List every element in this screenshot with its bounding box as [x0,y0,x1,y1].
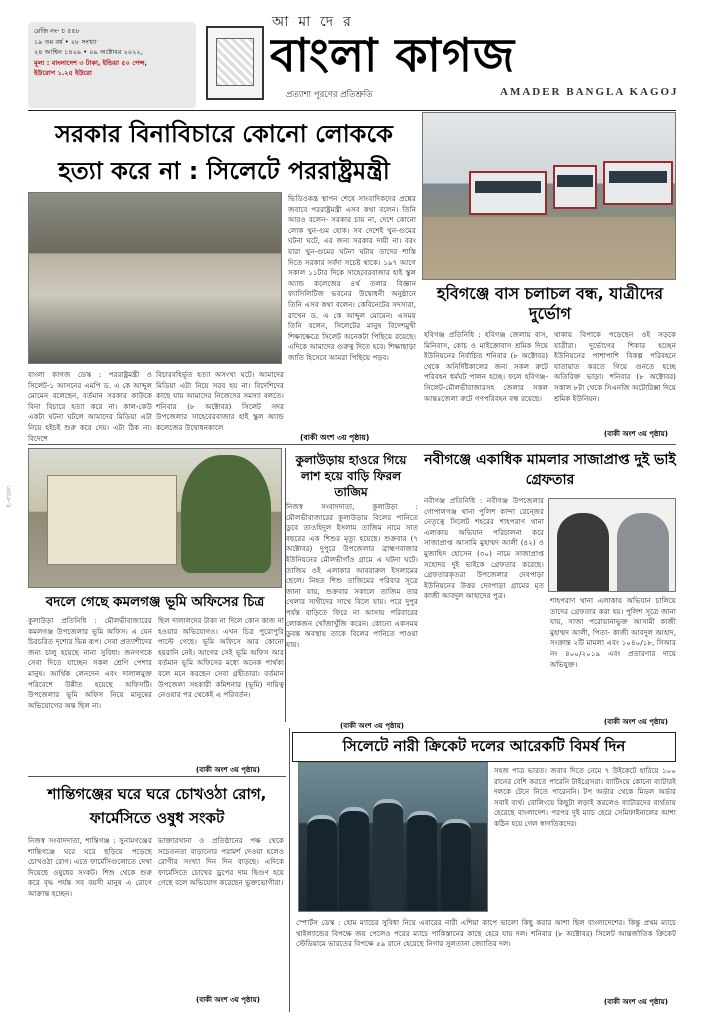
cricket-body-bottom [296,918,676,992]
office-body-right [158,616,284,762]
haor-body-text: নিজস্ব সংবাদদাতা, কুলাউড়া : মৌলভীবাজারের কুলাউড়ায় বিলের পানিতে ডুবে তাওহিদুল ইসলাম তাজিম নামে সাত বছরের এক শিশুর মৃত্যু হয়েছে। শুক্রবার (৭ অক্টোবর) দুপুরে উপজেলার ব্রাহ্মণবাজার ইউনিয়নের মৌলভীগাঁও গ্রামে এ ঘটনা ঘটে। তাজিম ওই এলাকার আবরারুল ইসলামের ছেলে। নিহত শিশু তাজিমের পরিবার সূত্রে জানা যায়, শুক্রবার সকালে তাজিম তার খেলার সাথীদের সাথে বিলে যায়। পরে দুপুর পর্যন্ত বাড়িতে ফিরে না আসায় পরিবারের লোকজন খোঁজাখুঁজি করেন। কোনো একসময় ডুবন্ত অবস্থায় তাকে বিলের পানিতে পাওয়া যায়। [286,502,418,649]
office-building [47,475,177,565]
issue-info-box [28,22,196,108]
brothers-continued: (বাকী অংশ ৩য় পৃষ্ঠায়) [604,718,668,726]
emblem-image [216,38,254,86]
lead-body-right [288,194,416,380]
player-shape [441,819,471,911]
lead-caption-text: বাংলা কাগজ ডেস্ক : পররাষ্ট্রমন্ত্রী ও সিলেট-১ আসনের এমপি ড. এ কে আব্দুল মোমেন বলেছেন, বর্তমান সরকার কাউকে বিনা বিচারে হত্যা করে না। কাল-কেউ একটা ঘটনা ঘটলে আমাদের মিডিয়া এটা নিয়ে হইচই শুরু করে দেয়। এটা ঠিক না। বিদেশে [28,370,152,443]
office-headline: বদলে গেছে কমলগঞ্জ ভূমি অফিসের চিত্র [45,594,265,610]
masthead-title: বাংলা কাগজ [270,28,516,82]
lead-continued: (বাকী অংশ ৩য় পৃষ্ঠায়) [300,433,370,442]
section-divider [28,444,676,445]
cricket-body-bottom-text: স্পোর্টস ডেস্ক : হোম ম্যাচের সুবিধা নিয়ে এবারের নারী এশিয়া কাপে ভালো কিছু করার আশা ছিল বাংলাদেশের। কিন্তু প্রথম ম্যাচে থাইল্যান্ডের বিপক্ষে জয় পেলেও পরের ম্যাচে পাকিস্তানের কাছে হেরে যায় দল। শনিবার (৮ অক্টোবর) সিলেট আন্তর্জাতিক ক্রিকেট স্টেডিয়ামে ভারতের বিপক্ষে ৫৯ রানে হেরেছে নিগার সুলতানা জ্যোতির দল। [296,918,676,949]
bus-shape [553,165,597,209]
press-conference-photo [28,192,282,364]
pharmacy-body-right [158,836,284,994]
bus-body-right [554,330,676,426]
land-office-photo [28,448,282,588]
pharmacy-headline: শান্তিগঞ্জের ঘরে ঘরে চোখওঠা রোগ, ফার্মেসিতে ওষুধ সংকট [47,785,267,827]
column-divider [289,728,290,1012]
bus-continued: (বাকী অংশ ৩য় পৃষ্ঠায়) [604,430,668,438]
column-divider [285,448,286,722]
player-shape [339,807,369,911]
brothers-body-right [550,596,676,714]
cricket-body-right-text: সহজ পাত্র ভারত। জবাব দিতে নেমে ৭ উইকেটে হারিয়ে ১০০ রানের বেশি করতে পারেনি টাইগ্রেসরা। ব্যাটিংয়ে কোনো ব্যাটারই দলকে টেনে নিতে পারেননি। টপ অর্ডার থেকে মিডল অর্ডার সবাই ব্যর্থ। বোলিংয়ে কিছুটা লড়াই করলেও ব্যাটারদের ব্যর্থতায় হেরেছে বাংলাদেশ। পরপর দুই ম্যাচ হেরে সেমিফাইনালের আশা কঠিন হয়ে গেল স্বাগতিকদের। [494,766,676,828]
player-shape [373,799,403,911]
arrested-brothers-photo [548,498,676,592]
lead-body-left2-text: বিচারবহির্ভূত হত্যা অসংখ্য ঘটে। আমাদের মিডিয়া এটা নিয়ে সরব হয় না। বিদেশিদের কাছে যায় আমাদের নিজেদের সমস্যা বলতে। শনিবার (৮ অক্টোবর) সিলেট সদর উপজেলার সাহেবেরবাজার হাই স্কুল অ্যান্ড কলেজের উদ্বোধনকালে [156,370,284,432]
office-body-left-text: কুলাউড়া প্রতিনিধি : মৌলভীবাজারের কমলগঞ্জ উপজেলার ভূমি অফিস। এ যেন চিরচরিত দৃশ্যের ভিন্ন রূপ। সেবা প্রত্যাশীদের জন্য চালু হয়েছে নানা সুবিধা। জনগণকে সেবা দিতে যাচ্ছেন সকল শ্রেণি পেশার মানুষ। আর্থিক লেনদেন এবং দালালমুক্ত পরিবেশে উন্নীত হয়েছে অফিসটি। উপজেলার ভূমি অফিস নিয়ে মানুষের অভিযোগের অন্ত ছিল না। [28,616,152,710]
brothers-headline: নবীগঞ্জে একাধিক মামলার সাজাপ্রাপ্ত দুই ভাই গ্রেফতার [424,452,676,488]
lead-body-left2 [156,370,284,434]
pharmacy-body-right-text: ভাক্তারখানা ও প্রতিষ্ঠানের পক্ষ থেকে সচেতনতা বাড়ানোর পরামর্শ দেওয়া হলেও রোগীর সংখ্যা দিন দিন বাড়ছে। এদিকে ফার্মেসিতে চোখের ড্রপের দাম দ্বিগুণ হয়ে গেছে বলে অভিযোগ করেছেন ভুক্তভোগীরা। [158,836,284,888]
haor-continued: (বাকী অংশ ৩য় পৃষ্ঠায়) [340,722,404,730]
brothers-body [424,496,544,724]
haor-headline: কুলাউড়ায় হাওরে গিয়ে লাশ হয়ে বাড়ি ফিরল তাজিম [295,453,407,499]
price-line: মূল্য : বাংলাদেশ ৩ টাকা, ইন্ডিয়া ৫০ পেন্স, [34,58,148,67]
cricket-body-right [494,766,676,914]
bus-shape [603,161,673,205]
player-shape [307,815,337,911]
pharmacy-body-left-text: নিজস্ব সংবাদদাতা, শান্তিগঞ্জ : সুনামগঞ্জের শান্তিগঞ্জে ঘরে ঘরে ছড়িয়ে পড়েছে চোখওঠা রোগ। এতে ফার্মেসিগুলোতে দেখা দিয়েছে ওষুধের সংকট। শিশু থেকে শুরু করে বৃদ্ধ পর্যন্ত সব বয়সী মানুষ এ রোগে আক্রান্ত হচ্ছেন। [28,836,152,898]
bus-body-left-text: হবিগঞ্জ প্রতিনিধি : হবিগঞ্জ জেলায় বাস, মিনিবাস, কোচ ও মাইক্রোবাস শ্রমিক দিয়ে ইউনিয়নের নির্বাচিত শনিবার (৮ অক্টোবর) থেকে অনির্দিষ্টকালের জন্য সকল রুটে পরিবহন ধর্মঘট পালন হচ্ছে। ফলে হবিগঞ্জ-সিলেট-মৌলভীবাজারসহ জেলার সকল আন্তঃজেলা রুটে গণপরিবহন বন্ধ রয়েছে। [424,330,548,403]
masthead-prefix: আমাদের [272,14,361,30]
masthead-rule [28,110,676,111]
masthead-slogan: প্রত্যাশা পূরণের প্রতিশ্রুতি [286,90,373,100]
person-shape [617,513,669,591]
brothers-body-right-text: শাহপরাণ থানা এলাকায় অভিযান চালিয়ে তাদের গ্রেফতার করা হয়। পুলিশ সূত্রে জানা যায়, সাজা পরোয়ানাভুক্ত আসামী কাজী মুহাম্মদ আলী, পিতা- কাজী আবদুল আহাদ, সংক্রান্ত ২টি মামলা এবং ১০৪০/১৮, সিআর নং ৪০০/২০১৯ এবং প্রতারণার দায়ে অভিযুক্ত। [550,596,676,669]
cricket-team-photo [298,762,488,912]
pharmacy-continued: (বাকী অংশ ৩য় পৃষ্ঠায়) [196,996,260,1004]
person-shape [557,513,609,591]
newspaper-emblem-icon [206,26,264,100]
lead-caption [28,370,152,444]
office-body-left [28,616,152,764]
bus-headline: হবিগঞ্জে বাস চলাচল বন্ধ, যাত্রীদের দুর্ভোগ [436,284,664,323]
masthead-english: AMADER BANGLA KAGOJ [500,86,679,98]
bus-shape [469,171,547,215]
lead-headline: সরকার বিনাবিচারে কোনো লোককে হত্যা করে না : সিলেটে পররাষ্ট্রমন্ত্রী [55,120,393,185]
brothers-body-text: নবীগঞ্জ প্রতিনিধি : নবীগঞ্জ উপজেলার গোপালগঞ্জ থানা পুলিশ কান্দা রেন্জের নেতৃত্বে সিলেট শহরের শাহপরাণ থানা এলাকায় অভিযান পরিচালনা করে সাজাপ্রাপ্ত আসামি মুহাম্মদ আলী (৪২) ও মুজাহিদ হোসেন (৩০) নামে সাজাপ্রাপ্ত সহোদর দুই ভাইকে গ্রেফতার করেছে। গ্রেফতারকৃতরা উপজেলার দেবপাড়া ইউনিয়নের উত্তর দেবপাড়া গ্রামের মৃত কাজী আবদুল আহাদের পুত্র। [424,496,544,601]
bus-body-right-text: থাকায় বিপাকে পড়েছেন ওই সড়কে যাত্রীরা। দুর্ভোগের শিকার হচ্ছেন ইউনিয়নের পাশাপাশি বিকল্প পরিবহনে যাতায়াত করতে গিয়ে গুনতে হচ্ছে অতিরিক্ত ভাড়া। শনিবার (৮ অক্টোবর) সকাল ৮টা থেকে সিএনজি অটোরিক্সা দিয়ে শ্রমিক ইউনিয়ন। [554,330,676,403]
cricket-headline: সিলেটে নারী ক্রিকেট দলের আরেকটি বিমর্ষ দিন [292,732,676,762]
side-note: ই-পত্রিকা [6,486,13,508]
lead-body-right-text: ভিডিওকন্ত্র স্থাপন শেষে সাংবাদিকদের প্রশ্নের জবাবে পররাষ্ট্রমন্ত্রী এসব কথা বলেন। তিনি আরও বলেন- সরকার চায় না, দেশে কোনো লোক খুন-গুম হোক। সব দেশেই খুন-গুমের ঘটনা ঘটে, এর জন্য সরকার দায়ী না। বরং যারা খুন-গুমের ঘটনা ঘটায় তাদের শাস্তি দিতে সরকার সর্বদা সচেষ্ট থাকে। ১৯৭ আগে সকাল ১১টার দিকে সাহেবেরবাজার হাই স্কুল অ্যান্ড কলেজের ৪র্থ তলার বিজ্ঞান ফ্যাসিলিটিজ ভবনের উদ্বোধনী অনুষ্ঠানে তিনি এসব কথা বলেন। কেবিনেটের সদস্যরা, রাখেন ড. এ কে আব্দুল মোমেন। এসময় তিনি বলেন, সিলেটের মানুষ বিদেশমুখী শিক্ষাক্ষেত্রে সিলেট অনেকটা পিছিয়ে রয়েছে। এদিকে আমাদের গুরুত্ব দিতে হবে। শিক্ষাছাড়া জাতি হিসেবে আমরা পিছিয়ে পড়ব। [288,194,416,362]
tree-shape [181,455,271,573]
registration-number: রেজি নং- চ ৫৫৮ [34,27,80,35]
bus-stand-photo [422,112,676,280]
pharmacy-body-left [28,836,152,1004]
issue-date: ২৪ আশ্বিন ১৪২৯ • ০৯ অক্টোবর ২০২২, [34,48,143,56]
haor-body [286,502,418,720]
year-issue: ১৯ তম বর্ষ • ২৮ সংখ্যা [34,37,97,46]
player-shape [407,811,437,911]
bus-body-left [424,330,548,436]
price-line-europe: ইউরোপ ১.২৫ ইউরো [34,69,92,77]
office-body-right-text: ছিল দালালদের টাকা না দিলে কোন কাজ না হওয়ার অভিযোগও। এখন চিত্র পুরোপুরি পাল্টে গেছে। ভূমি অফিসে আর কোনো হয়রানি নেই। আগের সেই ভূমি অফিস আর বর্তমান ভূমি অফিসের মধ্যে অনেক পার্থক্য বলে মনে করছেন সেবা গ্রহীতারা। বর্তমান উপজেলা সহকারী কমিশনার (ভূমি) দায়িত্ব নেওয়ার পর থেকেই এ পরিবর্তন। [158,616,284,700]
cricket-continued: (বাকী অংশ ৩য় পৃষ্ঠায়) [604,998,668,1006]
section-divider [28,776,286,777]
office-continued: (বাকী অংশ ৩য় পৃষ্ঠায়) [196,766,260,774]
